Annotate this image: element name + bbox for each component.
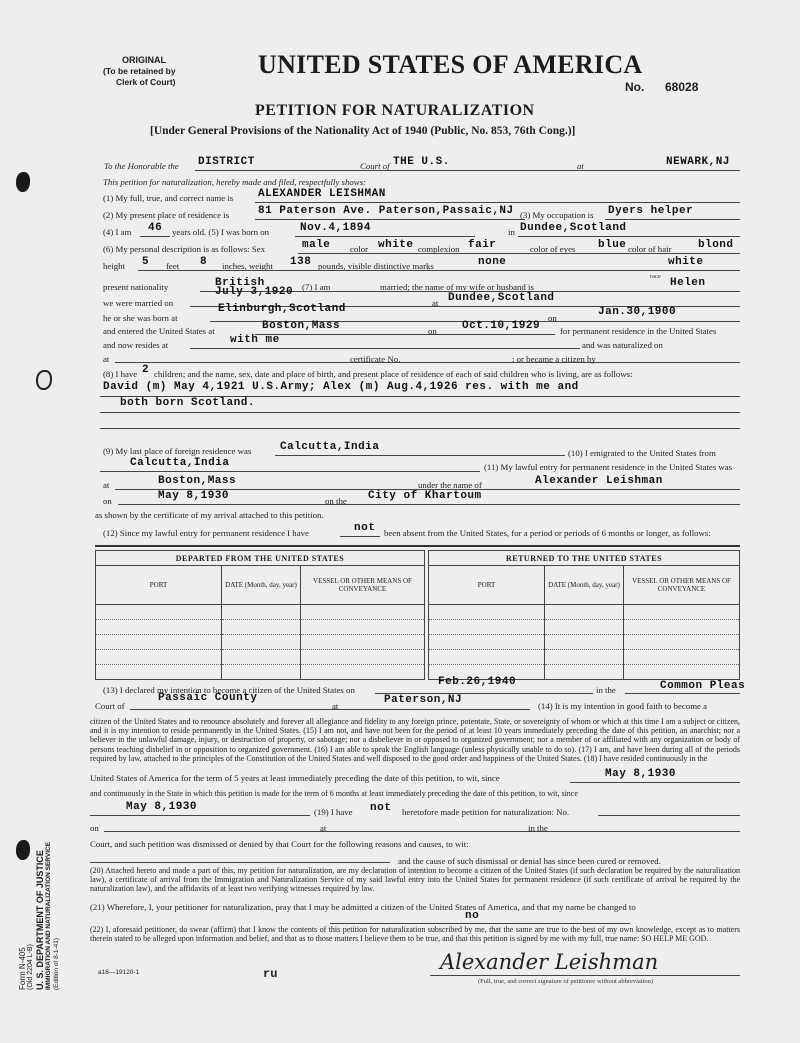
weight-label: pounds, visible distinctive marks <box>318 261 434 271</box>
residence-value: 81 Paterson Ave. Paterson,Passaic,NJ <box>258 205 514 217</box>
description-label: (6) My personal description is as follows: Sex <box>103 244 265 254</box>
court-of-label: Court of <box>360 161 390 171</box>
children-text: children; and the name, sex, date and place of birth, and present place of residence of each of said children who is living, are as follows: <box>154 369 633 379</box>
departed-port-header: PORT <box>96 566 222 605</box>
eyes-label: color of eyes <box>530 244 576 254</box>
born-on-label: years old. (5) I was born on <box>172 227 269 237</box>
at-label: at <box>103 354 110 364</box>
departed-date-header: DATE (Month, day, year) <box>222 566 301 605</box>
intention-label: (14) It is my intention in good faith to become a <box>538 701 708 711</box>
sidebar-service: IMMIGRATION AND NATURALIZATION SERVICE <box>45 841 52 990</box>
hair-label: color of hair <box>628 244 672 254</box>
sidebar-old-number: (Old 2204 L-B) <box>27 944 34 990</box>
returned-port-header: PORT <box>429 566 545 605</box>
punch-hole-top <box>16 172 30 192</box>
in-the-label: in the <box>596 685 616 695</box>
entry-on-label: on <box>103 496 112 506</box>
original-label: ORIGINAL <box>122 55 166 65</box>
last-residence-value: Calcutta,India <box>280 441 380 453</box>
inches-label: inches, weight <box>222 261 273 271</box>
prior-petition-label: (19) I have <box>314 807 353 817</box>
prior-petition-text: heretofore made petition for naturalization: No. <box>402 807 570 817</box>
departed-vessel-header: VESSEL OR OTHER MEANS OF CONVEYANCE <box>301 566 425 605</box>
nationality-label: present nationality <box>103 282 169 292</box>
entered-suffix: for permanent residence in the United States <box>560 326 717 336</box>
complexion-label: complexion <box>418 244 460 254</box>
entry-name: Alexander Leishman <box>535 475 663 487</box>
married-text: married; the name of my wife or husband is <box>380 282 534 292</box>
last-residence-label: (9) My last place of foreign residence was <box>103 446 252 456</box>
oath-paragraph: (22) I, aforesaid petitioner, do swear (affirm) that I know the contents of this petition for naturalization subscribed by me, that the same are true to the best of my own knowledge, except as to matters therein stated to be alleged upon information and belief, and that as to those matters I believe them to be true, and that this petition is signed by me with my full, true name: SO HELP ME GOD. <box>90 925 740 944</box>
departed-table <box>95 550 425 680</box>
children-count: 2 <box>142 364 150 376</box>
retained-line-1: (To be retained by <box>103 66 176 76</box>
color-value: white <box>378 239 414 251</box>
spouse-birth-date: Jan.30,1900 <box>598 306 677 318</box>
name-change-value: no <box>465 910 480 922</box>
retained-line-2: Clerk of Court) <box>116 77 176 87</box>
departed-header: DEPARTED FROM THE UNITED STATES <box>96 551 425 566</box>
returned-date-header: DATE (Month, day, year) <box>545 566 624 605</box>
weight-value: 138 <box>290 256 312 268</box>
married-at-label: at <box>432 298 439 308</box>
prior-at-label: at <box>320 823 327 833</box>
absence-label: (12) Since my lawful entry for permanent residence I have <box>103 528 309 538</box>
returned-header: RETURNED TO THE UNITED STATES <box>429 551 740 566</box>
to-honorable-label: To the Honorable the <box>104 161 179 171</box>
declared-place: Paterson,NJ <box>384 694 463 706</box>
residence-label: (2) My present place of residence is <box>103 210 230 220</box>
sidebar-edition: (Edition of 8-1-41) <box>52 937 60 990</box>
marriage-date: July 3,1920 <box>215 286 294 298</box>
naturalized-suffix: and was naturalized on <box>582 340 663 350</box>
cause-text: and the cause of such dismissal or denial has since been cured or removed. <box>398 856 661 866</box>
children-line-1: David (m) May 4,1921 U.S.Army; Alex (m) Aug.4,1926 res. with me and <box>103 381 579 393</box>
court-place: NEWARK,NJ <box>666 156 730 168</box>
number-label: No. <box>625 80 645 94</box>
residence-state-text: and continuously in the State in which this petition is made for the term of 6 months at least immediately preceding the date of this petition, to wit, since <box>90 789 578 798</box>
allegiance-paragraph: citizen of the United States and to renounce absolutely and forever all allegiance and fidelity to any foreign prince, potentate, State, or sovereignty of whom or which at this time I am a subject or citizen, and it is my intention to reside permanently in the United States. (15) I am not, and have not been for the period of at least 10 years immediately preceding the date of this petition, an anarchist; nor a believer in the unlawful damage, injury, or destruction of property, or sabotage; nor a disbeliever in or opposed to organized government; nor a member of or affiliated with any organization or body of persons teaching disbelief in or opposition to organized government. (16) I am able to speak the English language (unless physically unable to do so). (17) I am, and have been during all of the periods required by law, attached to the principles of the Constitution of the United States and well disposed to the good order and happiness of the United States. (18) I have resided continuously in the <box>90 717 740 763</box>
court-at-label: at <box>577 161 584 171</box>
state-since: May 8,1930 <box>126 801 198 813</box>
declared-county: Passaic County <box>158 692 258 704</box>
entered-date: Oct.10,1929 <box>462 320 541 332</box>
age-label: (4) I am <box>103 227 132 237</box>
punch-hole-middle <box>36 370 52 390</box>
intro-text: This petition for naturalization, hereby made and filed, respectfully shows: <box>103 177 366 187</box>
married-label: (7) I am <box>302 282 331 292</box>
lawful-entry-label: (11) My lawful entry for permanent residence in the United States was <box>484 462 733 472</box>
absence-text: been absent from the United States, for a period or periods of 6 months or longer, as follows: <box>384 528 711 538</box>
absence-value: not <box>354 522 376 534</box>
race-value: white <box>668 256 704 268</box>
document-title: UNITED STATES OF AMERICA <box>258 50 643 79</box>
under-name-label: under the name of <box>418 480 482 490</box>
entered-on-label: on <box>428 326 437 336</box>
citizen-by-label: ; or became a citizen by <box>512 354 596 364</box>
entry-place: Boston,Mass <box>158 475 237 487</box>
emigrated-label: (10) I emigrated to the United States from <box>568 448 716 458</box>
resides-label: and now resides at <box>103 340 169 350</box>
occupation-value: Dyers helper <box>608 205 694 217</box>
residence-5yr-text: United States of America for the term of 5 years at least immediately preceding the date of this petition, to wit, since <box>90 773 500 783</box>
children-label: (8) I have <box>103 369 138 379</box>
name-label: (1) My full, true, and correct name is <box>103 193 234 203</box>
spouse-born-label: he or she was born at <box>103 313 178 323</box>
vessel-name: City of Khartoum <box>368 490 482 502</box>
subtitle: [Under General Provisions of the Nationality Act of 1940 (Public, No. 853, 76th Cong.)] <box>150 125 576 137</box>
sidebar-department: U. S. DEPARTMENT OF JUSTICE <box>35 850 45 990</box>
returned-vessel-header: VESSEL OR OTHER MEANS OF CONVEYANCE <box>624 566 740 605</box>
wherefore-text: (21) Wherefore, I, your petitioner for naturalization, pray that I may be admitted a citizen of the United States of America, and that my name be changed to <box>90 902 636 912</box>
petition-number: 68028 <box>665 80 699 94</box>
spouse-born-on-label: on <box>548 313 557 323</box>
marriage-place: Dundee,Scotland <box>448 292 555 304</box>
entry-at-label: at <box>103 480 110 490</box>
attached-paragraph: (20) Attached hereto and made a part of this, my petition for naturalization, are my declaration of intention to become a citizen of the United States (if such declaration be required by the naturalization law), a certificate of arrival from the Immigration and Naturalization Service of my said lawful entry into the United States for permanent residence (if such certificate of arrival be required by the naturalization law), and the affidavits of at least two verifying witnesses required by law. <box>90 866 740 894</box>
dismissed-text: Court, and such petition was dismissed or denied by that Court for the following reasons and causes, to wit: <box>90 839 469 849</box>
signature-caption: (Full, true, and correct signature of petitioner without abbreviation) <box>478 978 654 985</box>
certificate-shown-text: as shown by the certificate of my arrival attached to this petition. <box>95 510 324 520</box>
spouse-birth-place: Elinburgh,Scotland <box>218 303 346 315</box>
form-sidebar <box>18 842 60 990</box>
age-value: 46 <box>148 222 163 234</box>
clerk-initials: ru <box>263 967 278 981</box>
feet-label: feet <box>166 261 180 271</box>
nationality-value: British <box>215 277 265 289</box>
children-line-2: both born Scotland. <box>120 397 255 409</box>
entry-date: May 8,1930 <box>158 490 230 502</box>
married-on-label: we were married on <box>103 298 174 308</box>
height-label: height <box>103 261 125 271</box>
certificate-label: certificate No. <box>350 354 401 364</box>
sex-value: male <box>302 239 331 251</box>
race-label: race <box>650 273 661 280</box>
vessel-label: on the <box>325 496 347 506</box>
petitioner-signature: Alexander Leishman <box>440 950 659 974</box>
prior-petition-value: not <box>370 802 392 814</box>
entered-label: and entered the United States at <box>103 326 215 336</box>
hair-value: blond <box>698 239 734 251</box>
declared-label: (13) I declared my intention to become a citizen of the United States on <box>103 685 355 695</box>
color-label: color <box>350 244 369 254</box>
returned-table <box>428 550 740 680</box>
birth-place: Dundee,Scotland <box>520 222 627 234</box>
height-inches: 8 <box>200 256 208 268</box>
court-name: THE U.S. <box>393 156 450 168</box>
residence-since: May 8,1930 <box>605 768 677 780</box>
marks-value: none <box>478 256 507 268</box>
prior-on-label: on <box>90 823 99 833</box>
emigrated-from: Calcutta,India <box>130 457 230 469</box>
occupation-label: (3) My occupation is <box>520 210 594 220</box>
court-district: DISTRICT <box>198 156 255 168</box>
form-code: a16—19120-1 <box>98 969 140 976</box>
birth-date: Nov.4,1894 <box>300 222 372 234</box>
court-of-label-2: Court of <box>95 701 125 711</box>
sidebar-form-number: Form N-405 <box>18 947 27 990</box>
complexion-value: fair <box>468 239 497 251</box>
resides-value: with me <box>230 334 280 346</box>
born-in-label: in <box>508 227 515 237</box>
full-name: ALEXANDER LEISHMAN <box>258 188 386 200</box>
declared-at-label: at <box>332 701 339 711</box>
eyes-value: blue <box>598 239 627 251</box>
entered-place: Boston,Mass <box>262 320 341 332</box>
court-type: Common Pleas <box>660 680 746 692</box>
height-feet: 5 <box>142 256 150 268</box>
prior-in-the-label: in the <box>528 823 548 833</box>
petition-title: PETITION FOR NATURALIZATION <box>255 102 535 119</box>
spouse-name: Helen <box>670 277 706 289</box>
declared-date: Feb.26,1940 <box>438 676 517 688</box>
